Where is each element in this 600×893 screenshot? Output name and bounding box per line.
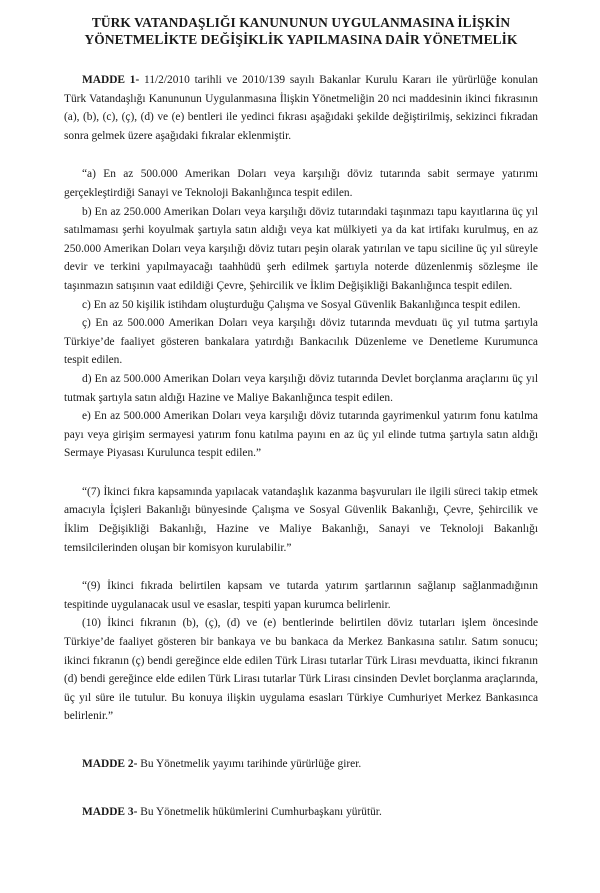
article-3 (64, 803, 538, 822)
title-line-1: TÜRK VATANDAŞLIĞI KANUNUNUN UYGULANMASINA İLİŞKİN (91, 15, 511, 30)
clause-b: b) En az 250.000 Amerikan Doları veya karşılığı döviz tutarındaki taşınmazı tapu kayıtlarına üç yıl satılmaması şerhi koyulmak şartıyla satın aldığı veya kat mülkiyeti ya da kat irtifakı kurulmuş, en az 250.000 Amerikan Doları veya karşılığı döviz tutarı peşin olarak yatırılan ve tapu siciline üç yıl süreyle devir ve terkini yapılmayacağı taahhüdü şerh edilmek şartıyla noterde düzenlenmiş sözleşme ile taşınmazın satışının vaat edildiği Çevre, Şehircilik ve İklim Değişikliği Bakanlığınca tespit edilen. (64, 205, 538, 292)
article-1 (64, 71, 538, 145)
clause-d: d) En az 500.000 Amerikan Doları veya karşılığı döviz tutarında Devlet borçlanma araçlarını üç yıl tutmak şartıyla satın aldığı Hazine ve Maliye Bakanlığınca tespit edilen. (64, 372, 538, 404)
article-1-text: 11/2/2010 tarihli ve 2010/139 sayılı Bakanlar Kurulu Kararı ile yürürlüğe konulan Türk Vatandaşlığı Kanununun Uygulanmasına İlişkin Yönetmeliğin 20 nci maddesinin ikinci fıkrasının (a), (b), (c), (ç), (d) ve (e) bentleri ile yedinci fıkrası aşağıdaki şekilde değiştirilmiş, sekizinci fıkradan sonra gelmek üzere aşağıdaki fıkralar eklenmiştir. (64, 74, 538, 142)
added-paragraphs (64, 577, 538, 726)
article-3-label: MADDE 3- (82, 805, 138, 818)
paragraph-10: (10) İkinci fıkranın (b), (ç), (d) ve (e) bentlerinde belirtilen döviz tutarları işlem öncesinde Türkiye’de faaliyet gösteren bir bankaya ve bu bankaca da Merkez Bankasına satılır. Satım sonucu; ikinci fıkranın (ç) bendi gereğince elde edilen Türk Lirası tutarlar Türk Lirası mevduatta, ikinci fıkranın (d) bendi gereğince elde edilen Türk Lirası tutarlar Türk Lirası cinsinden Devlet borçlanma araçlarında, üç yıl süre ile tutulur. Bu konuya ilişkin uygulama esasları Türkiye Cumhuriyet Merkez Bankasınca belirlenir.” (64, 617, 538, 723)
paragraph-9: “(9) İkinci fıkrada belirtilen kapsam ve tutarda yatırım şartlarının sağlanıp sağlanmadığının tespitinde uygulanacak usul ve esaslar, tespiti yapan kurumca belirlenir. (64, 580, 538, 611)
article-1-label: MADDE 1- (82, 74, 140, 86)
clause-a: “a) En az 500.000 Amerikan Doları veya karşılığı döviz tutarında sabit sermaye yatırımı gerçekleştirdiği Sanayi ve Teknoloji Bakanlığınca tespit edilen. (64, 168, 538, 199)
clause-cc: ç) En az 500.000 Amerikan Doları veya karşılığı döviz tutarında mevduatı üç yıl tutma şartıyla Türkiye’de faaliyet gösteren bankalara yatırdığı Bankacılık Düzenleme ve Denetleme Kurumunca tespit edilen. (64, 317, 538, 367)
clause-c: c) En az 50 kişilik istihdam oluşturduğu Çalışma ve Sosyal Güvenlik Bakanlığınca tespit edilen. (82, 298, 521, 311)
title-line-2: YÖNETMELİKTE DEĞİŞİKLİK YAPILMASINA DAİR YÖNETMELİK (84, 32, 518, 47)
article-3-text: Bu Yönetmelik hükümlerini Cumhurbaşkanı yürütür. (137, 805, 382, 818)
article-2-label: MADDE 2- (82, 758, 138, 770)
clause-e: e) En az 500.000 Amerikan Doları veya karşılığı döviz tutarında gayrimenkul yatırım fonu katılma payı veya girişim sermayesi yatırım fonu katılma payını en az üç yıl elinde tutma şartıyla satın aldığı Sermaye Piyasası Kurulunca tespit edilen.” (64, 410, 538, 460)
paragraph-2-amendments (64, 165, 538, 463)
paragraph-7: “(7) İkinci fıkra kapsamında yapılacak vatandaşlık kazanma başvuruları ile ilgili süreci takip etmek amacıyla İçişleri Bakanlığı bünyesinde Çalışma ve Sosyal Güvenlik Bakanlığı, Çevre, Şehircilik ve İklim Değişikliği Bakanlığı, Hazine ve Maliye Bakanlığı, Sanayi ve Teknoloji Bakanlığı temsilcilerinden oluşan bir komisyon kurulabilir.” (64, 485, 538, 554)
article-2 (64, 755, 538, 774)
article-2-text: Bu Yönetmelik yayımı tarihinde yürürlüğe girer. (137, 758, 362, 770)
document-title (64, 14, 538, 48)
